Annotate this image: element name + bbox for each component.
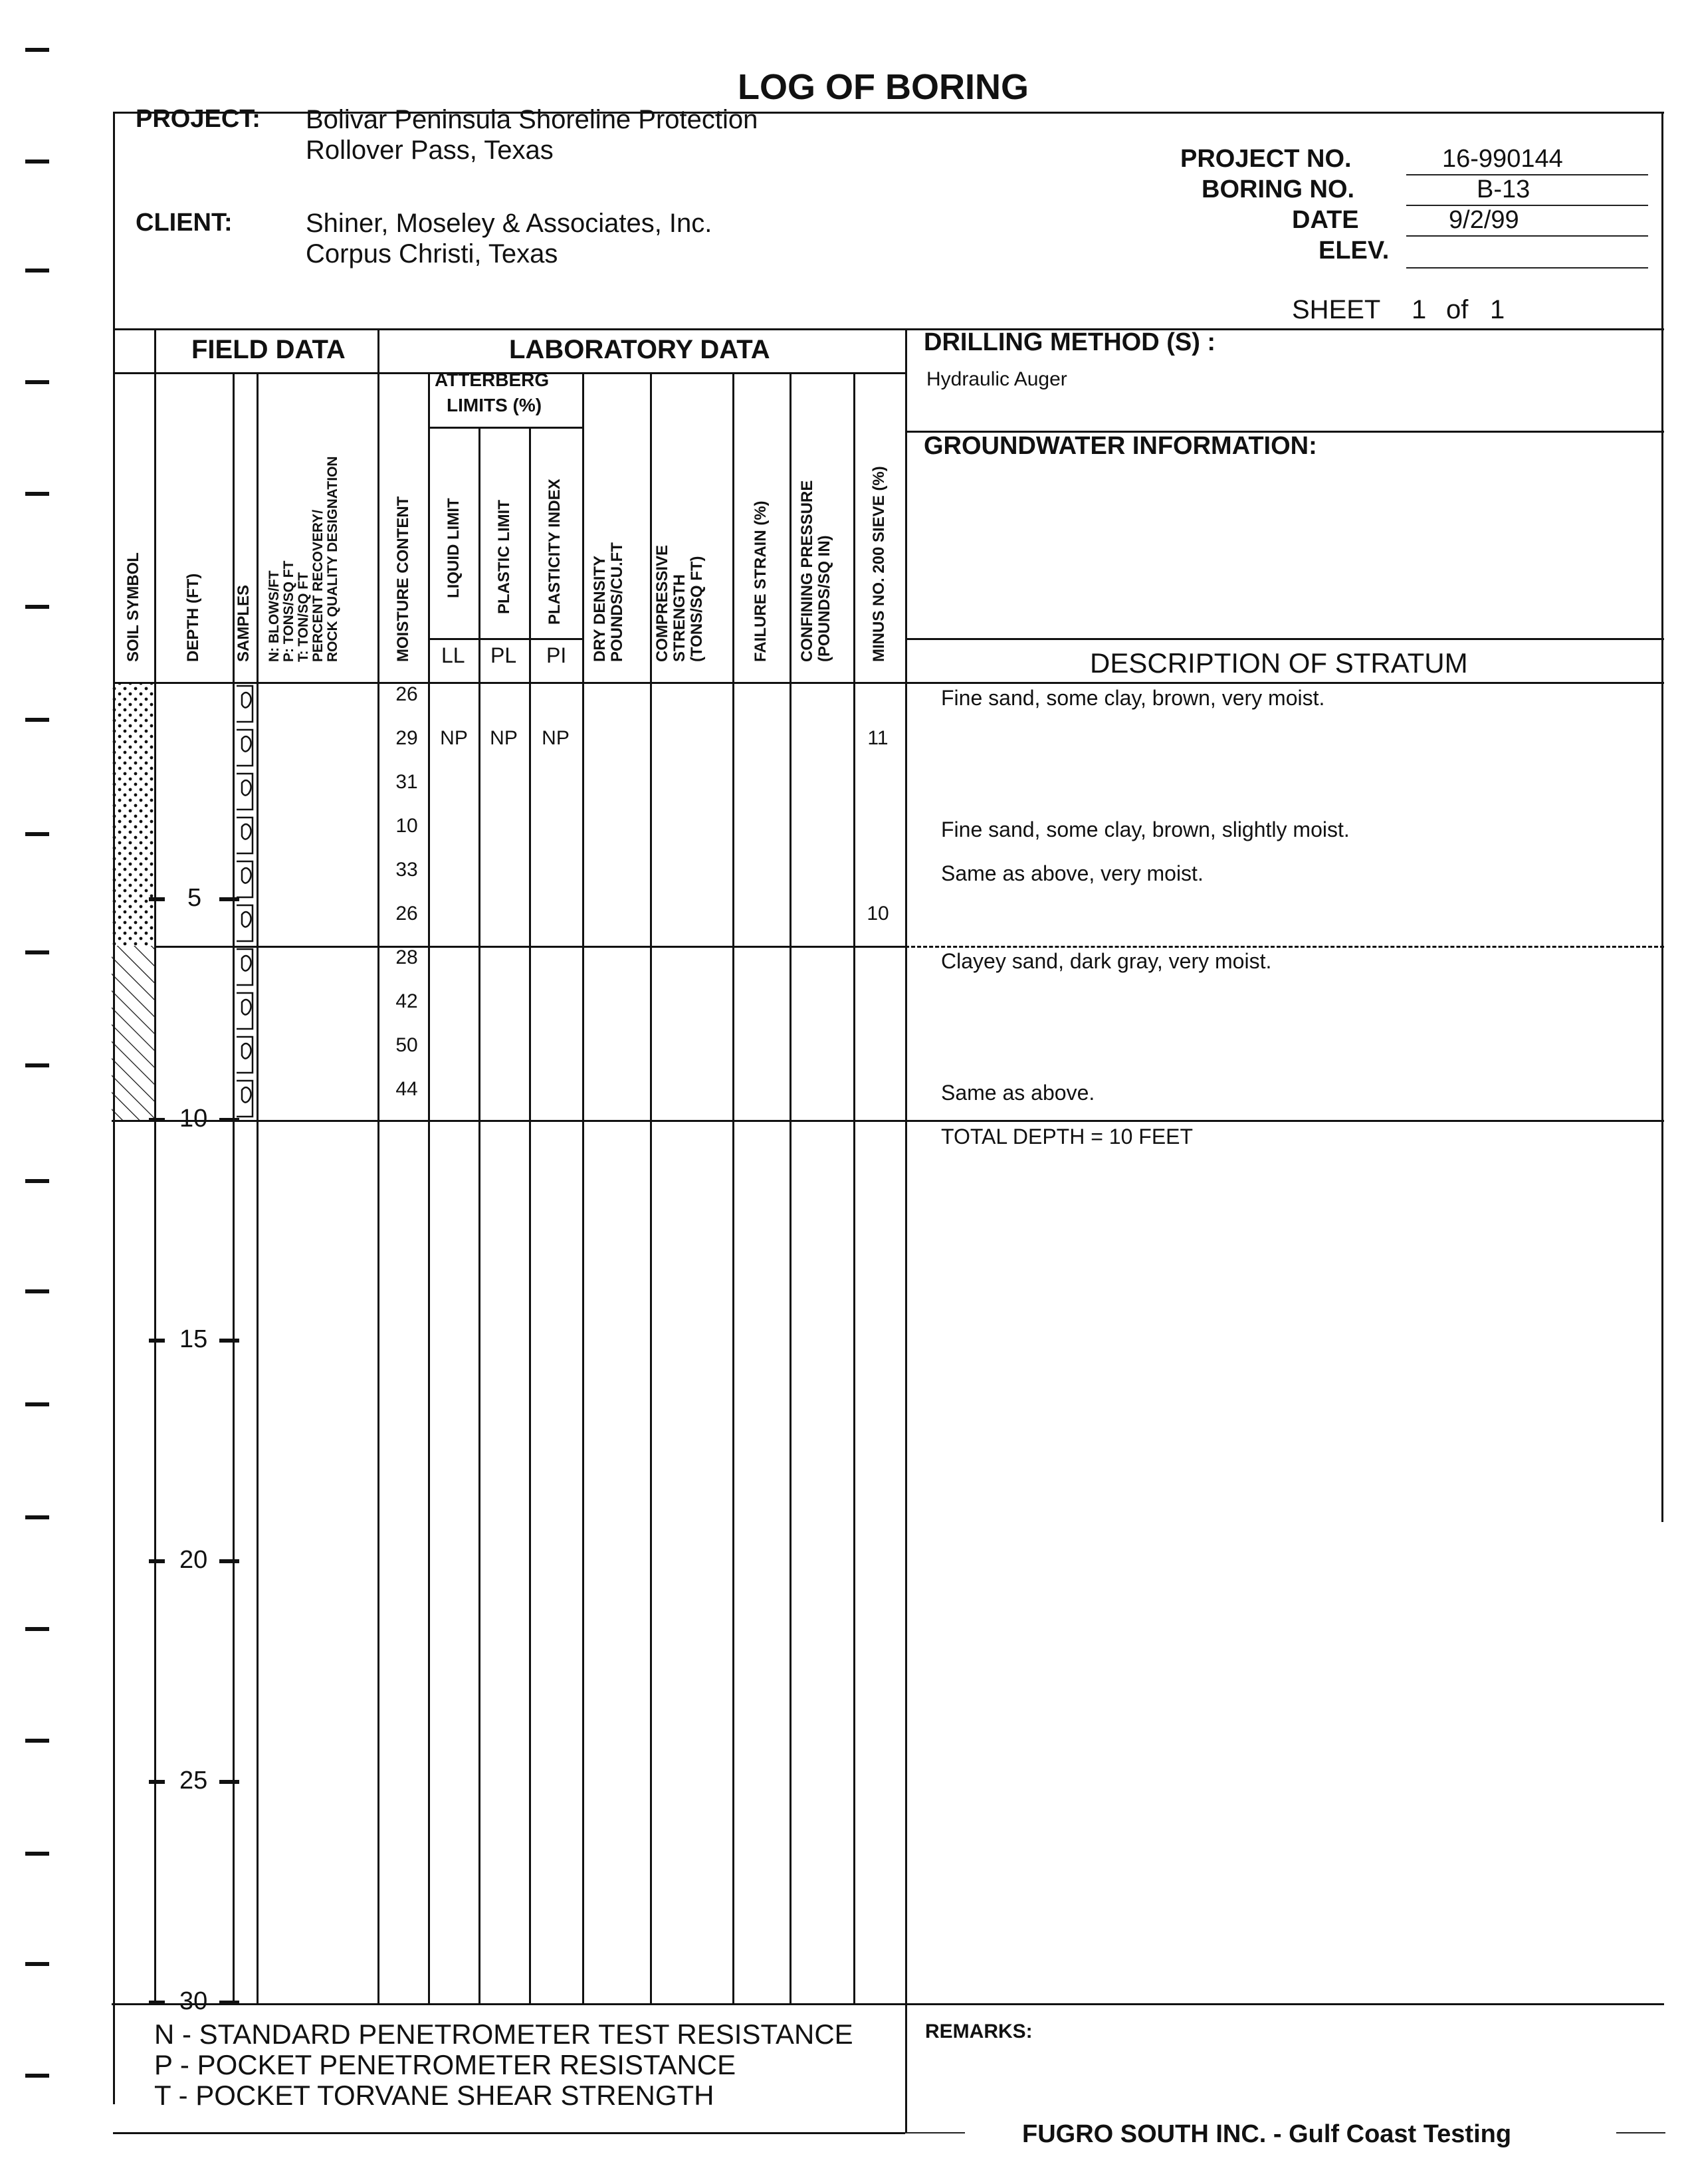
field-data-header: FIELD DATA	[191, 335, 346, 364]
col-plasticity-index: PLASTICITY INDEX	[546, 479, 564, 625]
project-location: Rollover Pass, Texas	[306, 136, 554, 165]
depth-label-5: 5	[187, 884, 202, 912]
ll-label: LL	[441, 643, 465, 667]
depth-tick	[149, 1339, 165, 1343]
minus200-value: 10	[867, 903, 889, 925]
description-5: Same as above.	[941, 1081, 1095, 1105]
sheet-of: of	[1446, 295, 1469, 324]
legend-n: N - STANDARD PENETROMETER TEST RESISTANCE	[154, 2019, 853, 2050]
dry-density-line-1: DRY DENSITY	[591, 555, 609, 662]
depth-tick	[219, 1339, 239, 1343]
compressive-line-1: COMPRESSIVE	[653, 544, 671, 662]
depth-tick	[149, 1118, 165, 1122]
soil-symbol-clayey-sand	[112, 946, 154, 1120]
confining-line-1: CONFINING PRESSURE	[798, 480, 816, 662]
moisture-value: 10	[395, 815, 418, 837]
hand-sample-icon	[237, 730, 253, 766]
pl-label: PL	[490, 643, 517, 667]
depth-label-25: 25	[179, 1767, 208, 1795]
sample-icons	[233, 682, 259, 1121]
depth-tick	[149, 897, 165, 901]
depth-tick	[219, 1780, 239, 1784]
client-label: CLIENT:	[136, 209, 233, 237]
moisture-value: 29	[395, 727, 418, 749]
moisture-value: 44	[395, 1078, 418, 1100]
depth-tick	[149, 1559, 165, 1563]
col-confining	[799, 481, 833, 662]
groundwater-label: GROUNDWATER INFORMATION:	[924, 432, 1317, 460]
pi-label: PI	[546, 643, 567, 667]
moisture-value: 26	[395, 683, 418, 705]
confining-line-2: (POUNDS/SQ IN)	[815, 535, 833, 662]
col-dry-density	[591, 542, 626, 662]
boring-no-label: BORING NO.	[1202, 175, 1355, 203]
depth-tick	[219, 1118, 239, 1122]
moisture-value: 33	[395, 859, 418, 881]
sheet-label: SHEET	[1292, 295, 1381, 324]
description-3: Same as above, very moist.	[941, 861, 1204, 885]
hand-sample-icon	[237, 949, 253, 985]
project-label: PROJECT:	[136, 105, 261, 133]
company-footer: FUGRO SOUTH INC. - Gulf Coast Testing	[1022, 2120, 1512, 2148]
field-values-line-1: N: BLOWS/FT	[266, 570, 282, 662]
col-soil-symbol: SOIL SYMBOL	[124, 552, 142, 662]
col-minus200: MINUS NO. 200 SIEVE (%)	[870, 466, 888, 662]
pi-value: NP	[542, 727, 570, 749]
dry-density-line-2: POUNDS/CU.FT	[608, 542, 626, 662]
ll-value: NP	[440, 727, 468, 749]
sheet-total: 1	[1490, 295, 1505, 324]
hand-sample-icon	[237, 686, 253, 722]
description-1: Fine sand, some clay, brown, very moist.	[941, 686, 1325, 710]
depth-label-30: 30	[179, 1987, 208, 2015]
elev-label: ELEV.	[1319, 237, 1390, 265]
col-moisture: MOISTURE CONTENT	[394, 496, 412, 662]
client-name: Shiner, Moseley & Associates, Inc.	[306, 209, 712, 238]
description-4: Clayey sand, dark gray, very moist.	[941, 949, 1272, 973]
laboratory-data-header: LABORATORY DATA	[509, 335, 770, 364]
soil-symbol-sand	[112, 682, 154, 946]
col-compressive	[654, 545, 706, 662]
depth-tick	[149, 2001, 165, 2005]
page-title: LOG OF BORING	[738, 67, 1029, 107]
client-location: Corpus Christi, Texas	[306, 239, 558, 269]
col-failure-strain: FAILURE STRAIN (%)	[752, 500, 770, 662]
moisture-value: 42	[395, 990, 418, 1012]
hand-sample-icon	[237, 1081, 253, 1117]
depth-tick	[149, 1780, 165, 1784]
hand-sample-icon	[237, 1037, 253, 1073]
project-no-value: 16-990144	[1442, 145, 1563, 173]
hand-sample-icon	[237, 774, 253, 810]
depth-label-10: 10	[179, 1105, 208, 1133]
col-field-values	[267, 456, 340, 662]
legend-p: P - POCKET PENETROMETER RESISTANCE	[154, 2049, 736, 2080]
sheet-number: 1	[1412, 295, 1427, 324]
depth-label-20: 20	[179, 1546, 208, 1574]
depth-label-15: 15	[179, 1325, 208, 1353]
atterberg-line-2: LIMITS (%)	[447, 395, 542, 415]
field-values-line-3: T: TON/SQ FT	[296, 572, 311, 662]
legend-t: T - POCKET TORVANE SHEAR STRENGTH	[154, 2080, 714, 2111]
field-values-line-2: P: TONS/SQ FT	[281, 560, 296, 662]
depth-tick	[219, 897, 239, 901]
compressive-line-3: (TONS/SQ FT)	[688, 556, 706, 662]
date-label: DATE	[1292, 206, 1359, 234]
minus200-value: 11	[867, 727, 889, 749]
drilling-method-label: DRILLING METHOD (S) :	[924, 328, 1216, 356]
field-values-line-4: PERCENT RECOVERY/	[310, 509, 326, 662]
project-name: Bolivar Peninsula Shoreline Protection	[306, 105, 758, 134]
pl-value: NP	[490, 727, 518, 749]
moisture-value: 26	[395, 903, 418, 925]
moisture-value: 50	[395, 1034, 418, 1056]
depth-tick	[219, 2001, 239, 2005]
description-header: DESCRIPTION OF STRATUM	[1090, 647, 1468, 679]
drilling-method-value: Hydraulic Auger	[926, 368, 1067, 390]
hand-sample-icon	[237, 993, 253, 1029]
hand-sample-icon	[237, 818, 253, 853]
col-depth: DEPTH (FT)	[184, 573, 202, 662]
stratum-boundary-dashed	[905, 946, 1664, 948]
col-liquid-limit: LIQUID LIMIT	[445, 498, 463, 598]
atterberg-line-1: ATTERBERG	[435, 370, 550, 390]
project-no-label: PROJECT NO.	[1180, 145, 1352, 173]
field-values-line-5: ROCK QUALITY DESIGNATION	[325, 456, 340, 662]
remarks-label: REMARKS:	[925, 2020, 1033, 2042]
legend	[154, 2019, 853, 2111]
depth-tick	[219, 1559, 239, 1563]
date-value: 9/2/99	[1449, 206, 1519, 234]
col-samples: SAMPLES	[235, 584, 253, 662]
compressive-line-2: STRENGTH	[671, 574, 688, 662]
description-2: Fine sand, some clay, brown, slightly moist.	[941, 818, 1350, 841]
hand-sample-icon	[237, 861, 253, 897]
boring-no-value: B-13	[1477, 175, 1530, 203]
moisture-value: 28	[395, 946, 418, 968]
description-6: TOTAL DEPTH = 10 FEET	[941, 1125, 1194, 1148]
col-plastic-limit: PLASTIC LIMIT	[495, 500, 513, 614]
hand-sample-icon	[237, 905, 253, 941]
moisture-value: 31	[395, 771, 418, 793]
